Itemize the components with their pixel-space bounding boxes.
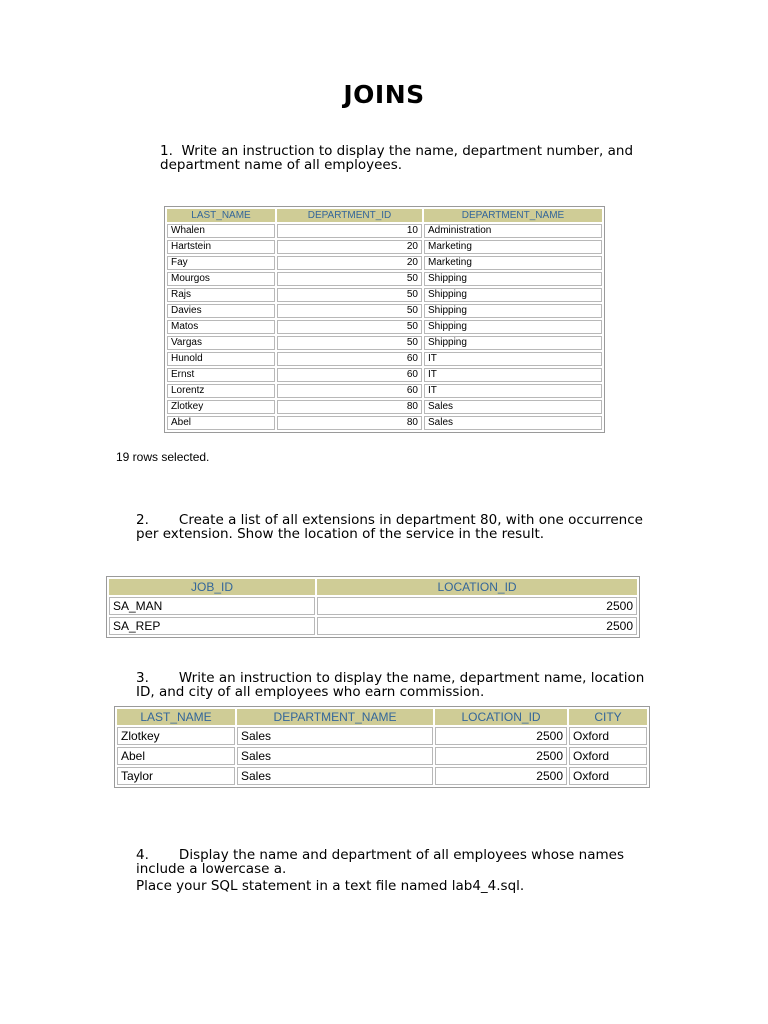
column-header: LAST_NAME [167,209,275,222]
table-cell: Vargas [167,336,275,350]
table-cell: 2500 [317,617,637,635]
table-cell: 2500 [317,597,637,615]
table-row [167,272,602,286]
table-cell: IT [424,352,602,366]
column-header: DEPARTMENT_ID [277,209,422,222]
table-cell: 20 [277,256,422,270]
table-cell: 50 [277,320,422,334]
table-cell: Sales [424,400,602,414]
table-cell: Sales [237,747,433,765]
rows-selected-text: 19 rows selected. [116,450,210,464]
table-row [167,368,602,382]
question-1-text: 1. Write an instruction to display the name, department number, and department name of all employees. [160,143,634,173]
column-header: DEPARTMENT_NAME [424,209,602,222]
table-row [167,320,602,334]
table-cell: 50 [277,304,422,318]
table-cell: Matos [167,320,275,334]
table-cell: Oxford [569,747,647,765]
table-cell: Abel [117,747,235,765]
table-cell: Marketing [424,240,602,254]
table-cell: Shipping [424,288,602,302]
table-cell: Hunold [167,352,275,366]
table-header-row [109,579,637,595]
column-header: LAST_NAME [117,709,235,725]
table-cell: Davies [167,304,275,318]
table-cell: Shipping [424,336,602,350]
table-row [117,727,647,745]
table-row [167,352,602,366]
column-header: LOCATION_ID [317,579,637,595]
table-cell: 10 [277,224,422,238]
table-cell: Abel [167,416,275,430]
table-cell: Shipping [424,272,602,286]
table-row [167,256,602,270]
table-cell: Lorentz [167,384,275,398]
table-row [167,416,602,430]
table-cell: SA_REP [109,617,315,635]
table-cell: Zlotkey [117,727,235,745]
table-header-row [117,709,647,725]
table-cell: Hartstein [167,240,275,254]
table-cell: Ernst [167,368,275,382]
employees-departments-table [164,206,605,433]
table-cell: Whalen [167,224,275,238]
table-row [167,400,602,414]
table-cell: Rajs [167,288,275,302]
table-cell: Oxford [569,727,647,745]
question-3-text: 3. Write an instruction to display the name, department name, location ID, and city of all employees who earn commission. [136,670,645,700]
table-cell: Fay [167,256,275,270]
column-header: CITY [569,709,647,725]
table-cell: Sales [237,767,433,785]
table-cell: Shipping [424,304,602,318]
table-cell: Sales [424,416,602,430]
table-row [109,617,637,635]
table-cell: 2500 [435,727,567,745]
table-row [117,747,647,765]
table-cell: Zlotkey [167,400,275,414]
table-row [167,224,602,238]
column-header: DEPARTMENT_NAME [237,709,433,725]
table-cell: 60 [277,352,422,366]
table-cell: Oxford [569,767,647,785]
table-row [109,597,637,615]
commission-employees-table [114,706,650,788]
column-header: LOCATION_ID [435,709,567,725]
page-title: JOINS [343,80,425,109]
question-4-text: 4. Display the name and department of all employees whose names include a lowercase a. [136,847,624,877]
job-location-table [106,576,640,638]
table-cell: Sales [237,727,433,745]
table-cell: Administration [424,224,602,238]
table-cell: 2500 [435,747,567,765]
question-2-text: 2. Create a list of all extensions in department 80, with one occurrence per extension. Show the location of the service in the result. [136,512,643,542]
table-row [167,384,602,398]
table-row [167,240,602,254]
table-cell: 2500 [435,767,567,785]
table-cell: IT [424,384,602,398]
table-cell: 80 [277,416,422,430]
table-cell: SA_MAN [109,597,315,615]
table-cell: 50 [277,272,422,286]
table-cell: 60 [277,384,422,398]
table-row [117,767,647,785]
table-cell: IT [424,368,602,382]
table-cell: Marketing [424,256,602,270]
question-4-note: Place your SQL statement in a text file named lab4_4.sql. [136,878,525,894]
table-row [167,336,602,350]
table-row [167,304,602,318]
table-cell: Taylor [117,767,235,785]
table-cell: Shipping [424,320,602,334]
table-header-row [167,209,602,222]
table-cell: 50 [277,288,422,302]
column-header: JOB_ID [109,579,315,595]
table-cell: 80 [277,400,422,414]
table-cell: 60 [277,368,422,382]
table-cell: 20 [277,240,422,254]
table-row [167,288,602,302]
table-cell: 50 [277,336,422,350]
table-cell: Mourgos [167,272,275,286]
